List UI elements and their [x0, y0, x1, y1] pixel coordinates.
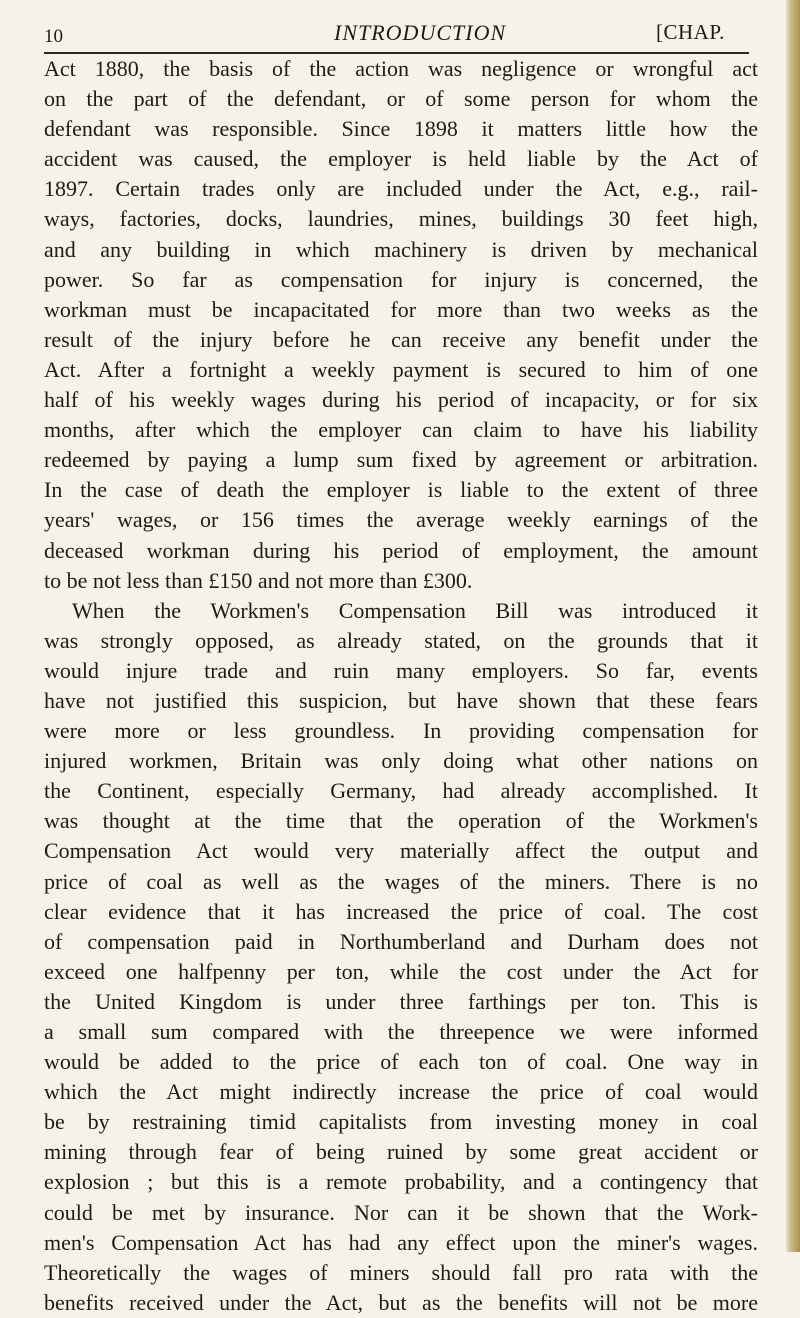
text-line: and any building in which machinery is driven by mechanical: [44, 236, 758, 262]
text-line: were more or less groundless. In providing compensation for: [44, 718, 758, 744]
text-line: months, after which the employer can claim to have his liability: [44, 417, 758, 443]
text-line: explosion ; but this is a remote probability, and a contingency that: [44, 1169, 758, 1195]
text-line: redeemed by paying a lump sum fixed by agreement or arbitration.: [44, 447, 758, 473]
text-line: to be not less than £150 and not more than £300.: [44, 567, 473, 593]
text-line: accident was caused, the employer is held liable by the Act of: [44, 146, 758, 172]
text-line: deceased workman during his period of employment, the amount: [44, 537, 758, 563]
text-line: which the Act might indirectly increase the price of coal would: [44, 1079, 758, 1105]
text-line: clear evidence that it has increased the price of coal. The cost: [44, 898, 758, 924]
text-line: When the Workmen's Compensation Bill was introduced it: [72, 597, 758, 623]
text-line: was thought at the time that the operation of the Workmen's: [44, 808, 758, 834]
text-line: ways, factories, docks, laundries, mines, buildings 30 feet high,: [44, 206, 758, 232]
text-line: men's Compensation Act has had any effect upon the miner's wages.: [44, 1229, 758, 1255]
text-line: have not justified this suspicion, but have shown that these fears: [44, 687, 758, 713]
text-line: injured workmen, Britain was only doing what other nations on: [44, 748, 758, 774]
text-line: of compensation paid in Northumberland and Durham does not: [44, 928, 758, 954]
text-line: power. So far as compensation for injury is concerned, the: [44, 266, 758, 292]
text-line: a small sum compared with the threepence we were informed: [44, 1019, 758, 1044]
body-text: [44, 54, 758, 1318]
text-line: was strongly opposed, as already stated, on the grounds that it: [44, 627, 758, 653]
text-line: the United Kingdom is under three farthings per ton. This is: [44, 988, 758, 1014]
text-line: 1897. Certain trades only are included under the Act, e.g., rail-: [44, 176, 758, 202]
running-head: INTRODUCTION: [334, 20, 507, 45]
text-line: Act. After a fortnight a weekly payment is secured to him of one: [44, 356, 758, 382]
text-line: would injure trade and ruin many employers. So far, events: [44, 657, 758, 683]
text-line: workman must be incapacitated for more than two weeks as the: [44, 296, 758, 322]
text-line: exceed one halfpenny per ton, while the cost under the Act for: [44, 958, 758, 984]
text-line: years' wages, or 156 times the average weekly earnings of the: [44, 507, 758, 533]
text-line: could be met by insurance. Nor can it be shown that the Work-: [44, 1199, 758, 1225]
text-line: price of coal as well as the wages of the miners. There is no: [44, 868, 758, 894]
text-line: be by restraining timid capitalists from investing money in coal: [44, 1109, 758, 1135]
text-line: In the case of death the employer is liable to the extent of three: [44, 477, 758, 503]
text-line: on the part of the defendant, or of some person for whom the: [44, 86, 758, 112]
text-line: Act 1880, the basis of the action was negligence or wrongful act: [44, 56, 758, 81]
text-line: half of his weekly wages during his period of incapacity, or for six: [44, 387, 758, 413]
text-line: Theoretically the wages of miners should fall pro rata with the: [44, 1259, 758, 1285]
page-number: 10: [44, 26, 63, 47]
text-line: mining through fear of being ruined by some great accident or: [44, 1139, 758, 1165]
text-line: defendant was responsible. Since 1898 it matters little how the: [44, 116, 758, 142]
text-line: the Continent, especially Germany, had already accomplished. It: [44, 778, 758, 804]
chapter-label: [CHAP.: [656, 20, 725, 44]
text-line: would be added to the price of each ton of coal. One way in: [44, 1049, 758, 1075]
text-line: Compensation Act would very materially affect the output and: [44, 838, 758, 864]
text-line: benefits received under the Act, but as the benefits will not be more: [44, 1289, 758, 1315]
text-line: result of the injury before he can receive any benefit under the: [44, 326, 758, 352]
page-edge: [786, 0, 800, 1252]
page-header: [44, 14, 756, 52]
